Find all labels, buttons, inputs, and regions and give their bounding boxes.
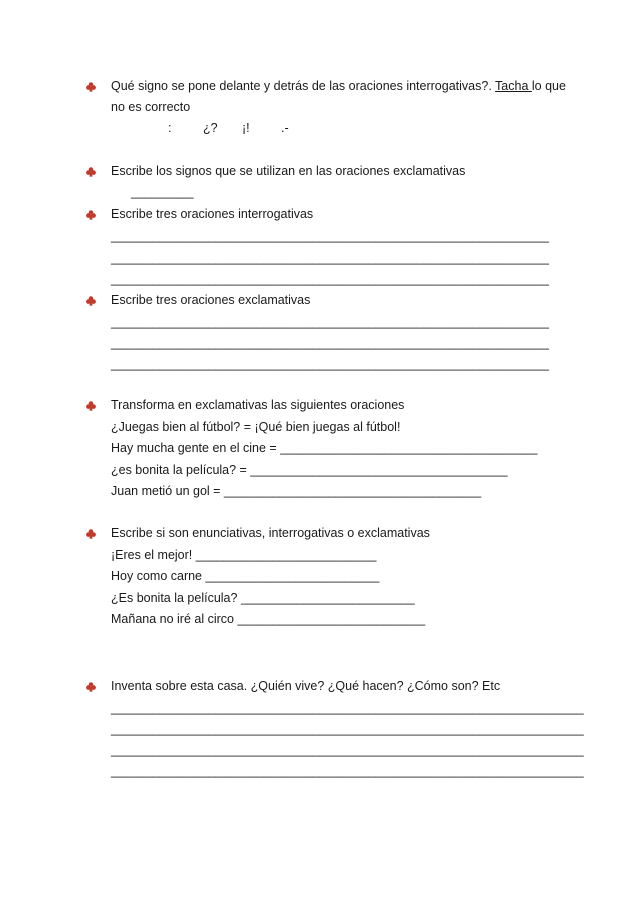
answer-line[interactable]: ____________________________________________________________________ [111,701,584,715]
exercise-item[interactable]: ¿Es bonita la película? _________________________ [111,591,415,605]
question-1: Qué signo se pone delante y detrás de las oraciones interrogativas?. Tacha lo que [111,79,566,93]
answer-line[interactable]: _______________________________________________________________ [111,336,549,350]
club-icon [86,296,96,306]
question-4: Escribe tres oraciones exclamativas [111,293,311,307]
exercise-item: ¿Juegas bien al fútbol? = ¡Qué bien juegas al fútbol! [111,420,401,434]
answer-line[interactable]: _______________________________________________________________ [111,357,549,371]
exercise-item[interactable]: ¿es bonita la película? = _____________________________________ [111,463,508,477]
question-6: Escribe si son enunciativas, interrogativas o exclamativas [111,526,430,540]
answer-line[interactable]: ____________________________________________________________________ [111,764,584,778]
answer-line[interactable]: _______________________________________________________________ [111,315,549,329]
sign-option: ¿? [203,121,218,135]
question-2: Escribe los signos que se utilizan en las oraciones exclamativas [111,164,466,178]
tacha-word: Tacha [495,79,532,93]
sign-option: .- [281,121,289,135]
exercise-item[interactable]: Mañana no iré al circo ___________________________ [111,612,426,626]
answer-line[interactable]: _______________________________________________________________ [111,272,549,286]
question-1-line-2: no es correcto [111,100,191,114]
club-icon [86,210,96,220]
answer-line[interactable]: _______________________________________________________________ [111,229,549,243]
answer-line[interactable]: ____________________________________________________________________ [111,722,584,736]
sign-option: : [168,121,172,135]
exercise-item[interactable]: Hoy como carne _________________________ [111,569,380,583]
exercise-item[interactable]: Hay mucha gente en el cine = _____________________________________ [111,441,538,455]
club-icon [86,167,96,177]
club-icon [86,82,96,92]
answer-line[interactable]: _______________________________________________________________ [111,251,549,265]
club-icon [86,529,96,539]
question-3: Escribe tres oraciones interrogativas [111,207,314,221]
club-icon [86,401,96,411]
exercise-item[interactable]: ¡Eres el mejor! __________________________ [111,548,377,562]
question-5: Transforma en exclamativas las siguientes oraciones [111,398,405,412]
sign-option: ¡! [242,121,250,135]
exercise-item[interactable]: Juan metió un gol = _____________________________________ [111,484,482,498]
club-icon [86,682,96,692]
answer-line[interactable]: ____________________________________________________________________ [111,743,584,757]
question-7: Inventa sobre esta casa. ¿Quién vive? ¿Qué hacen? ¿Cómo son? Etc [111,679,501,693]
answer-line[interactable]: _________ [131,185,194,199]
